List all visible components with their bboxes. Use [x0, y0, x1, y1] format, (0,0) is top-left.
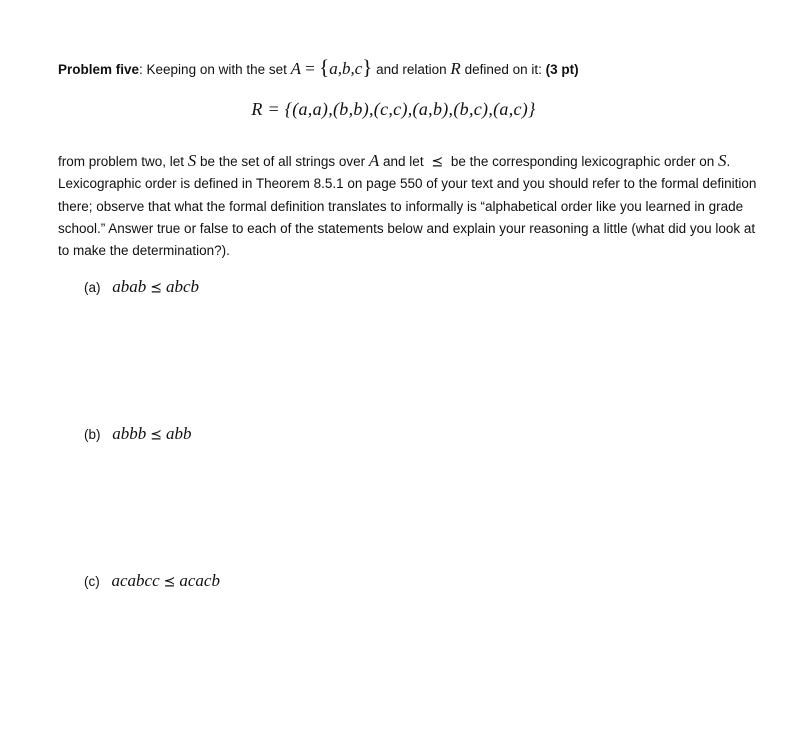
body-part1: from problem two, let	[58, 154, 188, 169]
right-string: abb	[166, 424, 192, 443]
left-string: acabcc	[111, 571, 160, 590]
set-close-brace: }	[362, 55, 373, 79]
problem-title: Problem five	[58, 62, 140, 77]
set-variable-a: A	[290, 59, 302, 78]
var-s-2: S	[717, 151, 727, 170]
var-s: S	[187, 151, 197, 170]
relation-definition: R = {(a,a),(b,b),(c,c),(a,b),(b,c),(a,c)}	[251, 99, 536, 119]
right-string: acacb	[179, 571, 220, 590]
precedes-symbol: ⪯	[431, 154, 444, 170]
question-b	[84, 424, 192, 444]
problem-body	[58, 150, 758, 262]
set-open-brace: {	[319, 55, 330, 79]
defined-on-text: defined on it:	[460, 62, 546, 77]
question-c	[84, 571, 220, 591]
left-string: abab	[112, 277, 147, 296]
body-part5: . Lexicographic order is defined in Theorem 8.5.1 on page 550 of your text and you should refer to the formal definition there; observe that what the formal definition translates to informally is “alphabetical order like you learned in grade school.” Answer true or false to each of the statements below and explain your reasoning a little (what did you look at to make the determination?).	[58, 154, 757, 259]
right-string: abcb	[166, 277, 200, 296]
relation-variable-r: R	[450, 59, 461, 78]
points-value: (3 pt)	[545, 62, 579, 77]
left-string: abbb	[112, 424, 147, 443]
body-part4: be the corresponding lexicographic order on	[447, 154, 718, 169]
heading-lead: : Keeping on with the set	[139, 62, 291, 77]
body-part2: be the set of all strings over	[196, 154, 369, 169]
var-a: A	[368, 151, 380, 170]
set-elements: a,b,c	[329, 59, 363, 78]
question-label: (c)	[84, 574, 100, 589]
problem-heading	[58, 56, 768, 81]
and-relation-text: and relation	[372, 62, 451, 77]
precedes-symbol: ⪯	[150, 280, 162, 296]
question-label: (a)	[84, 280, 101, 295]
precedes-symbol: ⪯	[163, 574, 176, 590]
question-a	[84, 277, 199, 297]
precedes-symbol: ⪯	[150, 427, 162, 443]
equals-sign: =	[301, 59, 320, 78]
question-label: (b)	[84, 427, 101, 442]
body-part3: and let	[379, 154, 428, 169]
